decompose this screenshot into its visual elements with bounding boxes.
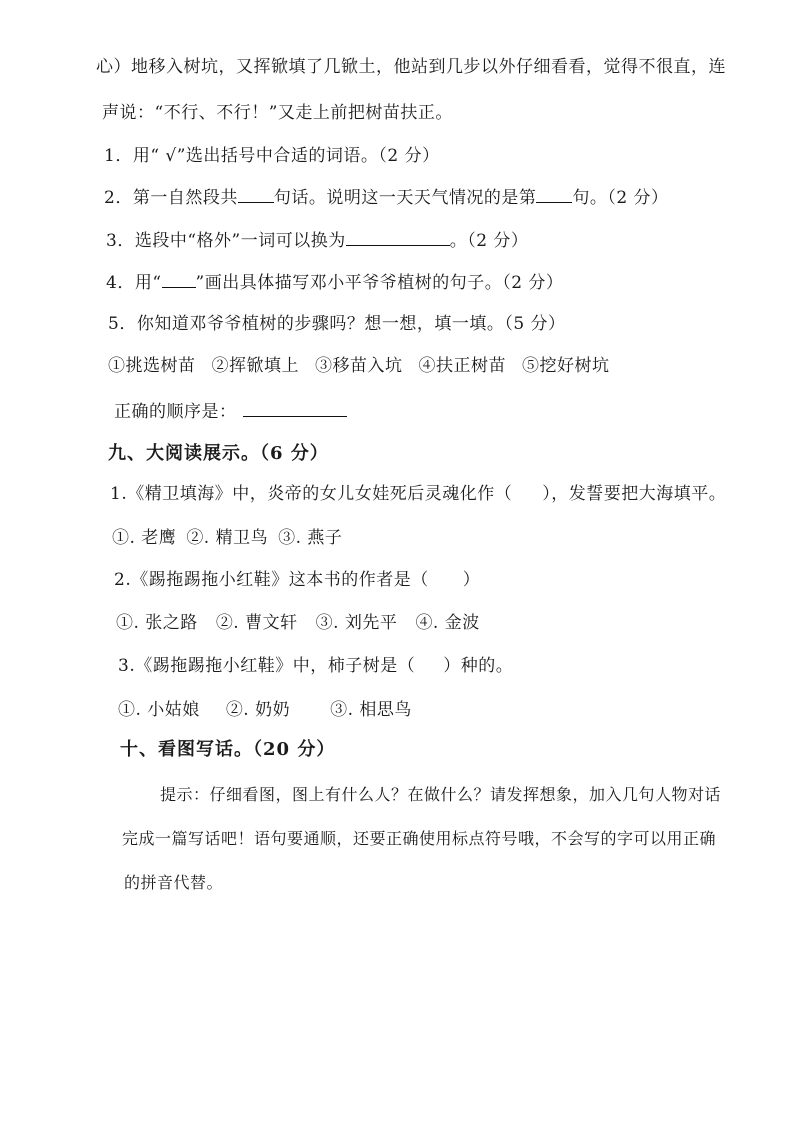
step-option: ②挥锨填上	[211, 356, 299, 376]
writing-prompt-line-3	[124, 872, 223, 894]
question-text: 4．用“	[106, 273, 162, 293]
question-9-3-options	[118, 699, 412, 721]
question-8-4	[106, 271, 563, 294]
section-heading-text: 九、大阅读展示。（6 分）	[108, 443, 329, 464]
question-8-2	[104, 186, 669, 209]
question-text: ）	[462, 570, 481, 590]
question-9-3	[118, 655, 513, 677]
question-text: 2．第一自然段共	[104, 188, 238, 208]
answer-blank[interactable]	[536, 186, 572, 203]
writing-prompt-line-1	[160, 784, 721, 806]
order-answer-blank[interactable]	[243, 400, 347, 417]
question-9-1-options	[112, 527, 342, 549]
question-8-1	[104, 145, 440, 167]
passage-text-1: 心）地移入树坑，又挥锨填了几锨土，他站到几步以外仔细看看，觉得不很直，连	[96, 57, 726, 77]
section-9-heading	[108, 443, 329, 465]
question-text: ），发誓要把大海填平。	[542, 484, 727, 504]
choice-option: ③. 相思鸟	[330, 700, 412, 720]
choice-option: ②. 奶奶	[225, 700, 291, 720]
question-text: 2.《踢拖踢拖小红鞋》这本书的作者是（	[114, 570, 429, 590]
question-text: 句话。说明这一天天气情况的是第	[273, 188, 537, 208]
question-text: 1．用“ √”选出括号中合适的词语。（2 分）	[104, 146, 440, 166]
step-options	[108, 355, 610, 377]
question-9-2	[114, 569, 480, 591]
answer-blank[interactable]	[238, 186, 274, 203]
prompt-text: 完成一篇写话吧！语句要通顺，还要正确使用标点符号哦，不会写的字可以用正确	[122, 829, 717, 848]
order-label: 正确的顺序是：	[114, 402, 237, 422]
order-answer-row	[114, 400, 347, 423]
question-text: 1.《精卫填海》中，炎帝的女儿女娃死后灵魂化作（	[110, 484, 513, 504]
prompt-text: 提示：仔细看图，图上有什么人？在做什么？请发挥想象，加入几句人物对话	[160, 785, 722, 804]
prompt-text: 的拼音代替。	[124, 873, 224, 892]
question-8-3	[106, 229, 528, 252]
choice-option: ①. 张之路	[116, 613, 198, 633]
question-text: ”画出具体描写邓小平爷爷植树的句子。（2 分）	[195, 273, 564, 293]
choice-option: ③. 燕子	[278, 528, 343, 548]
choice-option: ④. 金波	[415, 613, 480, 633]
question-text: 3.《踢拖踢拖小红鞋》中，柿子树是（	[118, 656, 416, 676]
question-text: ）种的。	[443, 656, 514, 676]
step-option: ④扶正树苗	[418, 356, 506, 376]
writing-prompt-line-2	[122, 828, 716, 850]
passage-line-2	[102, 102, 453, 124]
question-text: 5．你知道邓爷爷植树的步骤吗？想一想，填一填。（5 分）	[108, 314, 566, 334]
underline-sample	[162, 271, 196, 288]
section-heading-text: 十、看图写话。（20 分）	[120, 739, 336, 760]
passage-line-1	[96, 56, 726, 78]
choice-option: ②. 曹文轩	[215, 613, 298, 633]
section-10-heading	[120, 739, 335, 761]
choice-option: ②. 精卫鸟	[186, 528, 269, 548]
choice-option: ①. 老鹰	[112, 528, 177, 548]
choice-option: ③. 刘先平	[315, 613, 398, 633]
question-text: 句。（2 分）	[572, 188, 669, 208]
choice-option: ①. 小姑娘	[118, 700, 200, 720]
question-9-2-options	[116, 612, 480, 634]
question-text: 。（2 分）	[449, 231, 529, 251]
answer-blank[interactable]	[346, 229, 450, 246]
question-text: 3．选段中“格外”一词可以换为	[106, 231, 346, 251]
passage-text-2: 声说：“不行、不行！”又走上前把树苗扶正。	[102, 103, 453, 123]
question-8-5	[108, 313, 566, 335]
step-option: ⑤挖好树坑	[522, 356, 610, 376]
question-9-1	[110, 483, 726, 505]
step-option: ①挑选树苗	[108, 356, 196, 376]
step-option: ③移苗入坑	[315, 356, 403, 376]
